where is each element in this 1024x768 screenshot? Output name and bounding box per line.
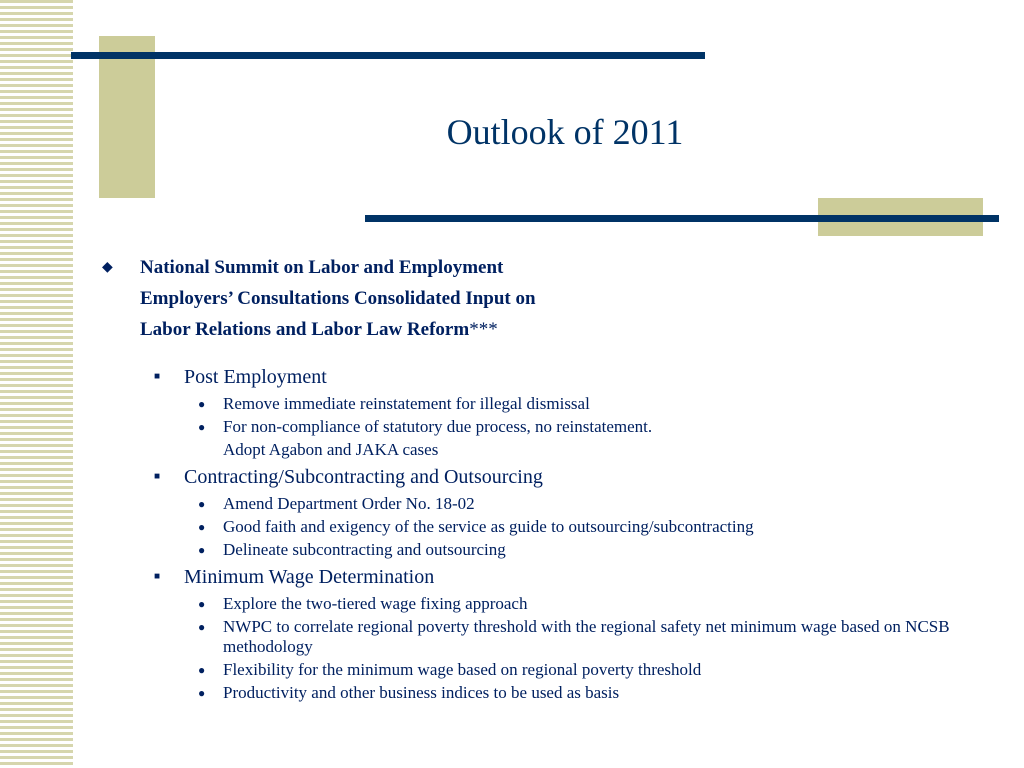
list-item-text: NWPC to correlate regional poverty threshold with the regional safety net minimum wage based on NCSB methodology: [223, 617, 950, 656]
list-item-text: Adopt Agabon and JAKA cases: [223, 440, 439, 459]
dot-bullet-icon: ●: [198, 497, 206, 511]
decorative-bar-top: [71, 52, 705, 59]
list-item-continuation: [102, 440, 1002, 460]
list-item: [102, 417, 1002, 437]
list-item-text: Explore the two-tiered wage fixing approach: [223, 594, 528, 613]
dot-bullet-icon: ●: [198, 543, 206, 557]
spacer: [102, 345, 1002, 363]
list-item-text: Good faith and exigency of the service as guide to outsourcing/subcontracting: [223, 517, 754, 536]
dot-bullet-icon: ●: [198, 620, 206, 634]
topic-label: Post Employment: [184, 366, 327, 388]
list-item: [102, 683, 1002, 703]
list-item-text: For non-compliance of statutory due process, no reinstatement.: [223, 417, 653, 436]
heading-line-1: National Summit on Labor and Employment: [140, 257, 504, 278]
list-item-text: Flexibility for the minimum wage based on regional poverty threshold: [223, 660, 702, 679]
list-item: [102, 660, 1002, 680]
topic-label: Minimum Wage Determination: [184, 566, 435, 588]
list-item-text: Delineate subcontracting and outsourcing: [223, 540, 506, 559]
decorative-block-top: [99, 36, 155, 198]
dot-bullet-icon: ●: [198, 686, 206, 700]
topic-post-employment: [102, 363, 1002, 391]
topic-label: Contracting/Subcontracting and Outsourcing: [184, 466, 543, 488]
dot-bullet-icon: ●: [198, 397, 206, 411]
list-item: [102, 617, 1002, 657]
list-item: [102, 540, 1002, 560]
heading-line-2: Employers’ Consultations Consolidated Input on: [140, 288, 536, 309]
dot-bullet-icon: ●: [198, 520, 206, 534]
slide-title: Outlook of 2011: [446, 112, 684, 152]
list-item: [102, 394, 1002, 414]
list-item-text: Amend Department Order No. 18-02: [223, 494, 475, 513]
topic-minimum-wage: [102, 563, 1002, 591]
heading-suffix: ***: [469, 319, 498, 340]
heading-line-3-text: Labor Relations and Labor Law Reform: [140, 319, 470, 340]
decorative-bar-bottom: [365, 215, 999, 222]
heading-line-3: [140, 314, 1002, 345]
square-bullet-icon: ■: [154, 471, 161, 482]
list-item-text: Remove immediate reinstatement for illegal dismissal: [223, 394, 590, 413]
decorative-stripes: [0, 0, 73, 768]
slide-body: [102, 252, 1002, 706]
list-item-text: Productivity and other business indices to be used as basis: [223, 683, 620, 702]
dot-bullet-icon: ●: [198, 663, 206, 677]
square-bullet-icon: ■: [154, 371, 161, 382]
dot-bullet-icon: ●: [198, 420, 206, 434]
list-item: [102, 594, 1002, 614]
topic-contracting: [102, 463, 1002, 491]
list-item: [102, 517, 1002, 537]
diamond-bullet-icon: ◆: [102, 260, 113, 275]
dot-bullet-icon: ●: [198, 597, 206, 611]
list-item: [102, 494, 1002, 514]
square-bullet-icon: ■: [154, 571, 161, 582]
section-heading: [102, 252, 1002, 345]
